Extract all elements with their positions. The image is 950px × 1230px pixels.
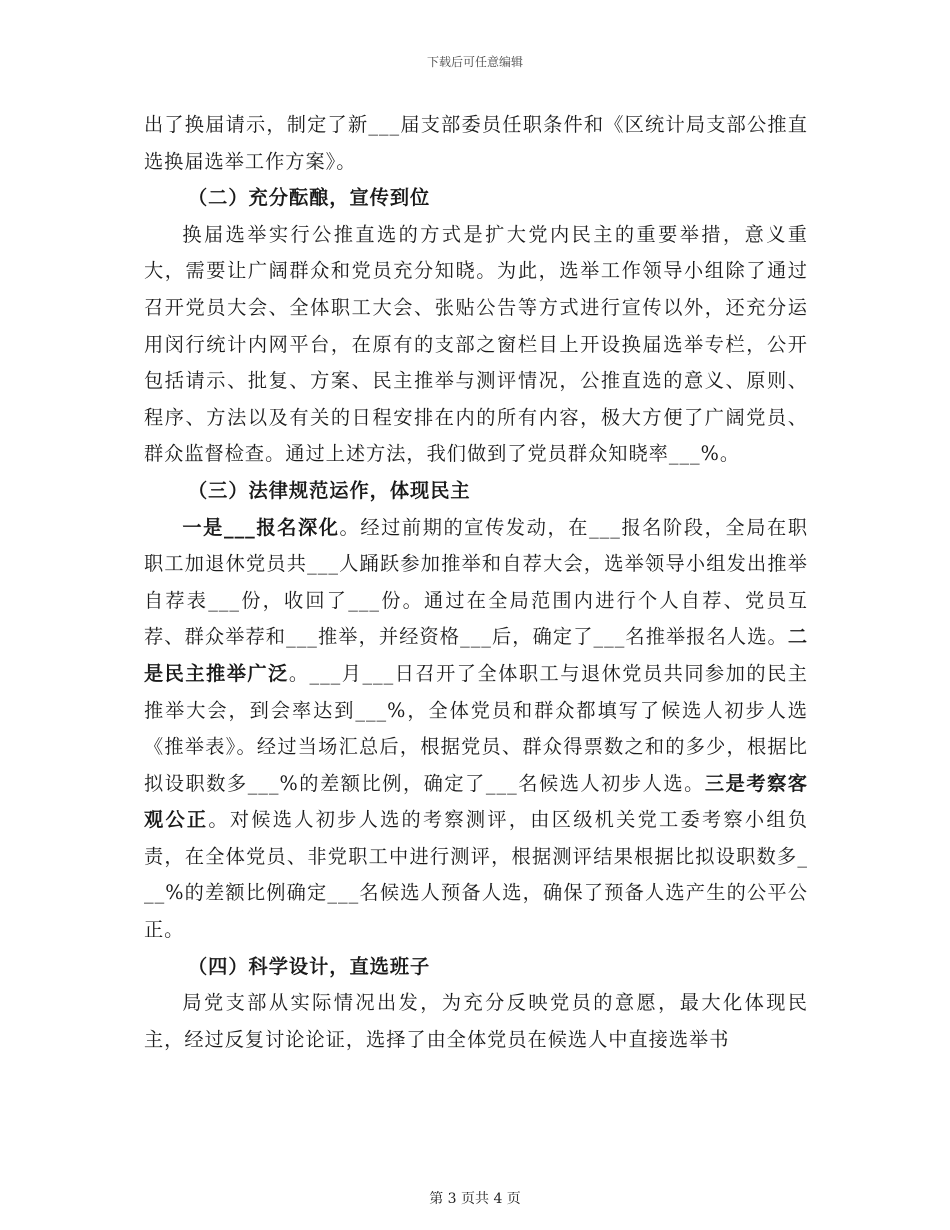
paragraph-3-text-3: 。对候选人初步人选的考察测评，由区级机关党工委考察小组负责，在全体党员、非党职工中进行测评，根据测评结果根据比拟设职数多___%的差额比例确定___名候选人预备人选，确保了预备人选产生的公平公正。: [144, 808, 809, 942]
lead-phrase-2: 二是民主推举广泛: [144, 625, 808, 685]
paragraph-1: 出了换届请示，制定了新___届支部委员任职条件和《区统计局支部公推直选换届选举工作方案》。: [144, 113, 808, 173]
paragraph-2: 换届选举实行公推直选的方式是扩大党内民主的重要举措，意义重大，需要让广阔群众和党员充分知晓。为此，选举工作领导小组除了通过召开党员大会、全体职工大会、张贴公告等方式进行宣传以外，还充分运用闵行统计内网平台，在原有的支部之窗栏目上开设换届选举专栏，公开包括请示、批复、方案、民主推举与测评情况，公推直选的意义、原则、程序、方法以及有关的日程安排在内的所有内容，极大方便了广阔党员、群众监督检查。通过上述方法，我们做到了党员群众知晓率___%。: [144, 222, 808, 466]
section-heading-3: （三）法律规范运作，体现民主: [188, 478, 471, 502]
document-body: [144, 107, 808, 1058]
paragraph-3: [144, 510, 808, 949]
paragraph-4: 局党支部从实际情况出发，为充分反映党员的意愿，最大化体现民主，经过反复讨论论证，选择了由全体党员在候选人中直接选举书: [144, 991, 808, 1051]
paragraph-3-text-1: 。经过前期的宣传发动，在___报名阶段，全局在职职工加退休党员共___人踊跃参加推举和自荐大会，选举领导小组发出推举自荐表___份，收回了___份。通过在全局范围内进行个人自荐、党员互荐、群众举荐和___推举，并经资格___后，确定了___名推举报名人选。: [144, 515, 809, 649]
section-heading-2: （二）充分酝酿，宣传到位: [188, 186, 431, 210]
paragraph-3-text-2: 。___月___日召开了全体职工与退休党员共同参加的民主推举大会，到会率达到___%，全体党员和群众都填写了候选人初步人选《推举表》。经过当场汇总后，根据党员、群众得票数之和的多少，根据比拟设职数多___%的差额比例，确定了___名候选人初步人选。: [144, 661, 808, 795]
lead-phrase-3: 三是考察客观公正: [144, 771, 808, 832]
section-heading-4: （四）科学设计，直选班子: [188, 954, 431, 978]
page-footer: 第 3 页共 4 页: [429, 1191, 521, 1207]
page-header: 下载后可任意编辑: [426, 55, 523, 69]
lead-phrase-1: 一是___报名深化: [182, 515, 340, 539]
